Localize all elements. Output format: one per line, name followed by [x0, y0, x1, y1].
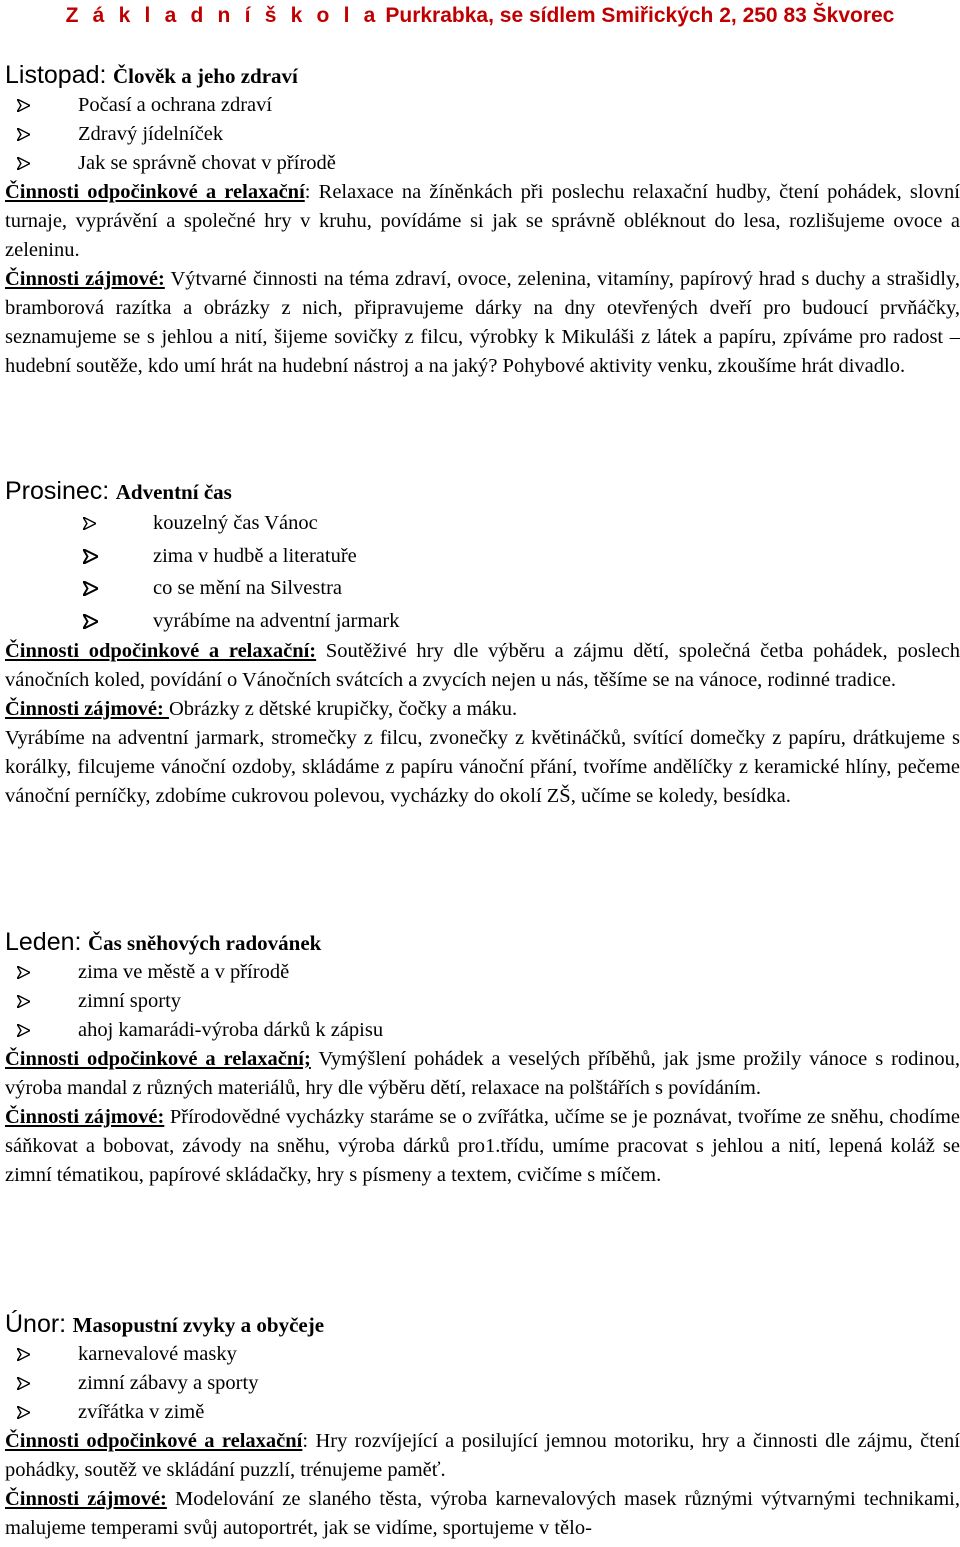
topic-list [5, 507, 960, 637]
relax-activities-paragraph [5, 1045, 960, 1103]
arrow-bullet-icon [17, 99, 30, 112]
list-item: Jak se správně chovat v přírodě [5, 149, 960, 178]
header-school-type: Z á k l a d n í š k o l a [65, 4, 380, 27]
arrow-bullet-icon [17, 1406, 30, 1419]
relax-activities-paragraph [5, 1427, 960, 1485]
interest-activities-paragraph [5, 265, 960, 381]
relax-label: Činnosti odpočinkové a relaxační: [5, 640, 317, 662]
arrow-bullet-icon [17, 1024, 30, 1037]
interest-activities-paragraph [5, 695, 960, 724]
month-topic: Člověk a jeho zdraví [112, 64, 298, 88]
interest-label: Činnosti zájmové: [5, 1106, 165, 1128]
relax-text: Relaxace na žíněnkách při poslechu relaxační hudby, čtení pohádek, slovní turnaje, vyprávění a společné hry v kruhu, povídáme si jak se správně obléknout do lesa, rozlišujeme ovoce a zeleninu. [5, 181, 960, 261]
month-heading [5, 60, 960, 91]
section-february [5, 1309, 960, 1543]
relax-label: Činnosti odpočinkové a relaxační [5, 181, 305, 203]
month-topic: Čas sněhových radovánek [87, 931, 322, 955]
arrow-bullet-icon [17, 128, 30, 141]
arrow-bullet-icon [17, 995, 30, 1008]
topic-list [5, 91, 960, 178]
list-item: zimní sporty [5, 987, 960, 1016]
arrow-bullet-icon [17, 1377, 30, 1390]
relax-label: Činnosti odpočinkové a relaxační [5, 1430, 303, 1452]
interest-label: Činnosti zájmové: [5, 268, 165, 290]
month-heading [5, 476, 960, 507]
arrow-bullet-icon [83, 614, 98, 629]
header-school-address: Purkrabka, se sídlem Smiřických 2, 250 83 Škvorec [385, 4, 895, 27]
interest-text: Obrázky z dětské krupičky, čočky a máku. [168, 698, 518, 720]
topic-list [5, 958, 960, 1045]
list-item: vyrábíme na adventní jarmark [5, 605, 960, 638]
topic-list [5, 1340, 960, 1427]
arrow-bullet-icon [83, 581, 98, 596]
relax-sep: : [302, 1430, 309, 1452]
arrow-bullet-icon [17, 157, 30, 170]
list-item: zvířátka v zimě [5, 1398, 960, 1427]
month-name: Leden: [5, 928, 82, 956]
arrow-bullet-icon [17, 1348, 30, 1361]
relax-activities-paragraph [5, 637, 960, 695]
list-item: co se mění na Silvestra [5, 572, 960, 605]
relax-sep: : [304, 181, 311, 203]
interest-label: Činnosti zájmové: [5, 1488, 167, 1510]
month-name: Listopad: [5, 61, 107, 89]
interest-activities-paragraph [5, 1485, 960, 1543]
list-item: ahoj kamarádi-výroba dárků k zápisu [5, 1016, 960, 1045]
section-january [5, 927, 960, 1190]
interest-text: Výtvarné činnosti na téma zdraví, ovoce, zelenina, vitamíny, papírový hrad s duchy a strašidly, bramborová razítka a obrázky z nich, připravujeme dárky na dny otevřených dveří pro budoucí prvňáčky, seznamujeme se s jehlou a nití, šijeme sovičky z filcu, výrobky k Mikuláši z látek a papíru, zpíváme pro radost – hudební soutěže, kdo umí hrát na hudební nástroj a na jaký? Pohybové aktivity venku, zkoušíme hrát divadlo. [5, 268, 960, 377]
month-name: Prosinec: [5, 477, 110, 505]
month-topic: Masopustní zvyky a obyčeje [72, 1313, 325, 1337]
section-december [5, 476, 960, 811]
interest-activities-paragraph [5, 1103, 960, 1190]
list-item: Zdravý jídelníček [5, 120, 960, 149]
school-header [0, 4, 960, 28]
arrow-bullet-icon [83, 517, 96, 530]
arrow-bullet-icon [17, 966, 30, 979]
relax-activities-paragraph [5, 178, 960, 265]
relax-text: Soutěživé hry dle výběru a zájmu dětí, společná četba pohádek, poslech vánočních koled, povídání o Vánočních svátcích a zvycích nejen u nás, těšíme se na vánoce, rodinné tradice. [5, 640, 960, 691]
list-item: zima v hudbě a literatuře [5, 540, 960, 573]
relax-label: Činnosti odpočinkové a relaxační; [5, 1048, 311, 1070]
month-name: Únor: [5, 1310, 67, 1338]
arrow-bullet-icon [83, 549, 98, 564]
relax-text: Vymýšlení pohádek a veselých příběhů, jak jsme prožily vánoce s rodinou, výroba mandal z různých materiálů, hry dle výběru dětí, relaxace na polštářích s povídáním. [5, 1048, 960, 1099]
list-item: zima ve městě a v přírodě [5, 958, 960, 987]
interest-text: Přírodovědné vycházky staráme se o zvířátka, učíme se je poznávat, tvoříme ze sněhu, chodíme sáňkovat a bobovat, závody na sněhu, výroba dárků pro1.třídu, umíme pracovat s jehlou a nití, lepená koláž se zimní tématikou, papírové skládačky, hry s písmeny a textem, cvičíme s míčem. [5, 1106, 960, 1186]
list-item: kouzelný čas Vánoc [5, 507, 960, 540]
relax-text: Hry rozvíjející a posilující jemnou motoriku, hry a činnosti dle zájmu, čtení pohádky, soutěž ve skládání puzzlí, trénujeme paměť. [5, 1430, 960, 1481]
list-item: Počasí a ochrana zdraví [5, 91, 960, 120]
section-november [5, 60, 960, 381]
list-item: zimní zábavy a sporty [5, 1369, 960, 1398]
interest-text: Modelování ze slaného těsta, výroba karnevalových masek různými výtvarnými technikami, malujeme temperami svůj autoportrét, jak se vidíme, sportujeme v tělo- [5, 1488, 960, 1539]
list-item: karnevalové masky [5, 1340, 960, 1369]
month-heading [5, 927, 960, 958]
interest-label: Činnosti zájmové: [5, 698, 169, 720]
month-heading [5, 1309, 960, 1340]
extra-activities-paragraph: Vyrábíme na adventní jarmark, stromečky z filcu, zvonečky z květináčků, svítící domečky z papíru, drátkujeme s korálky, filcujeme vánoční ozdoby, skládáme z papíru vánoční přání, tvoříme andělíčky z keramické hlíny, pečeme vánoční perníčky, zdobíme cukrovou polevou, vycházky do okolí ZŠ, učíme se koledy, besídka. [5, 727, 960, 807]
month-topic: Adventní čas [115, 480, 232, 504]
